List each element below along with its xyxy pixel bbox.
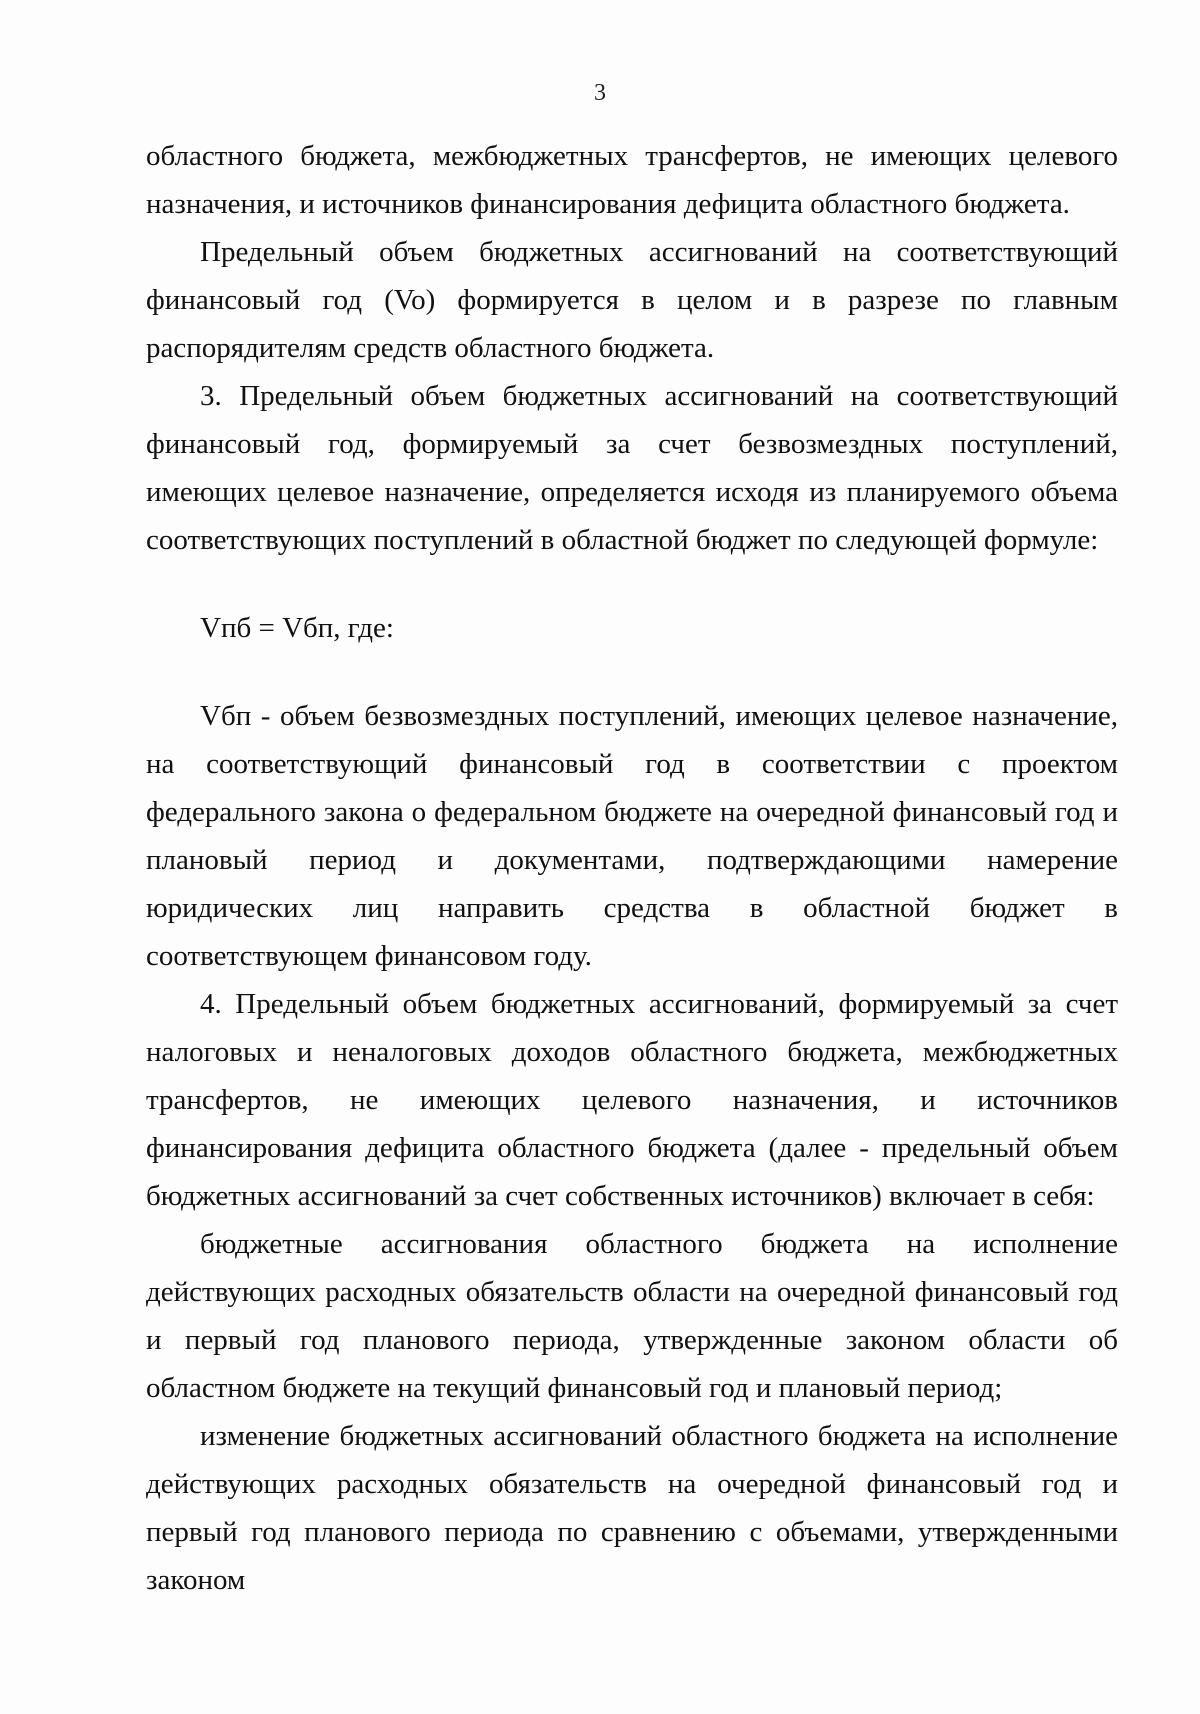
paragraph-continuation: областного бюджета, межбюджетных трансфертов, не имеющих целевого назначения, и источников финансирования дефицита областного бюджета. xyxy=(146,140,1118,220)
formula: Vпб = Vбп, где: xyxy=(200,612,394,644)
paragraph-item-3: 3. Предельный объем бюджетных ассигнований на соответствующий финансовый год, формируемый за счет безвозмездных поступлений, имеющих целевое назначение, определяется исходя из планируемого объема соответствующих поступлений в областной бюджет по следующей формуле: xyxy=(146,380,1118,556)
paragraph-item-4: 4. Предельный объем бюджетных ассигнований, формируемый за счет налоговых и неналоговых доходов областного бюджета, межбюджетных трансфертов, не имеющих целевого назначения, и источников финансирования дефицита областного бюджета (далее - предельный объем бюджетных ассигнований за счет собственных источников) включает в себя: xyxy=(146,988,1118,1212)
paragraph-allocation-changes: изменение бюджетных ассигнований областного бюджета на исполнение действующих расходных обязательств на очередной финансовый год и первый год планового периода по сравнению с объемами, утвержденными законом xyxy=(146,1420,1118,1596)
page-number: 3 xyxy=(594,80,606,106)
document-body xyxy=(146,132,1118,1604)
paragraph-budget-allocations: бюджетные ассигнования областного бюджета на исполнение действующих расходных обязательств области на очередной финансовый год и первый год планового периода, утвержденные законом области об областном бюджете на текущий финансовый год и плановый период; xyxy=(146,1228,1118,1404)
paragraph-volume-limit: Предельный объем бюджетных ассигнований на соответствующий финансовый год (Vo) формируется в целом и в разрезе по главным распорядителям средств областного бюджета. xyxy=(146,236,1118,364)
paragraph-formula-definition: Vбп - объем безвозмездных поступлений, имеющих целевое назначение, на соответствующий финансовый год в соответствии с проектом федерального закона о федеральном бюджете на очередной финансовый год и плановый период и документами, подтверждающими намерение юридических лиц направить средства в областной бюджет в соответствующем финансовом году. xyxy=(146,700,1118,972)
